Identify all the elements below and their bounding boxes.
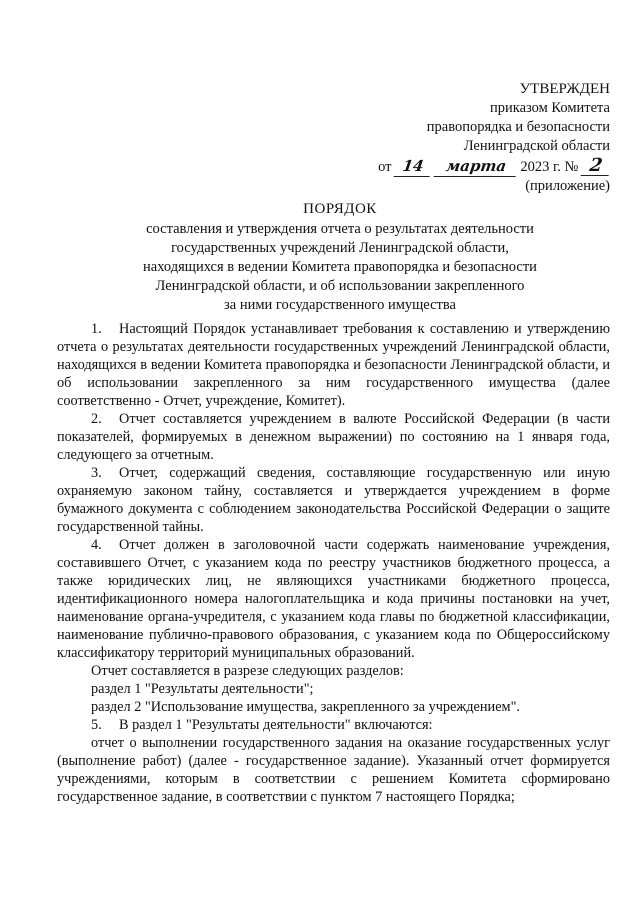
- paragraph-1-text: Настоящий Порядок устанавливает требования к составлению и утверждению отчета о результатах деятельности государственных учреждений Ленинградской области, находящихся в ведении Комитета правопорядка и безопасности Ленинградской области, и об использовании закрепленного за ним государственного имущества (далее соответственно - Отчет, учреждение, Комитет).: [57, 321, 610, 409]
- approval-line-1: приказом Комитета: [489, 100, 610, 116]
- subtitle-line-1: составления и утверждения отчета о результатах деятельности: [146, 221, 534, 237]
- document-title-block: [60, 200, 620, 315]
- handwritten-day: 14: [394, 157, 433, 177]
- paragraph-4-number: 4.: [91, 537, 102, 553]
- paragraph-5-text: В раздел 1 "Результаты деятельности" включаются:: [119, 717, 433, 733]
- handwritten-month: марта: [433, 157, 518, 177]
- approval-heading: УТВЕРЖДЕН: [519, 81, 610, 97]
- paragraph-5-item-1: отчет о выполнении государственного задания на оказание государственных услуг (выполнение работ) (далее - государственное задание). Указанный отчет формируется учреждениями, которым в соответствии с решением Комитета сформировано государственное задание, в соответствии с пунктом 7 настоящего Порядка;: [57, 735, 610, 805]
- paragraph-1-number: 1.: [91, 321, 102, 337]
- paragraph-4-section-2: раздел 2 "Использование имущества, закрепленного за учреждением".: [91, 699, 521, 715]
- date-year: 2023 г. №: [520, 159, 579, 175]
- paragraph-1: [57, 320, 610, 410]
- date-prefix: от: [378, 159, 392, 175]
- paragraph-4: [57, 536, 610, 662]
- paragraph-5-number: 5.: [91, 717, 102, 733]
- subtitle-line-5: за ними государственного имущества: [224, 297, 456, 313]
- paragraph-4-sections-intro: Отчет составляется в разрезе следующих разделов:: [91, 663, 404, 679]
- paragraph-4-text: Отчет должен в заголовочной части содержать наименование учреждения, составившего Отчет, с указанием кода по реестру участников бюджетного процесса, а также юридических лиц, не являющихся участниками бюджетного процесса, идентификационного номера налогоплательщика и кода причины постановки на учет, наименование органа-учредителя, с указанием кода главы по бюджетной классификации, наименование публично-правового образования, с указанием кода по Общероссийскому классификатору территорий муниципальных образований.: [57, 537, 610, 661]
- paragraph-3-text: Отчет, содержащий сведения, составляющие государственную или иную охраняемую законом тайну, составляется и утверждается учреждением в форме бумажного документа с соблюдением законодательства Российской Федерации о защите государственной тайны.: [57, 465, 610, 535]
- subtitle-line-2: государственных учреждений Ленинградской области,: [171, 240, 509, 256]
- paragraph-3-number: 3.: [91, 465, 102, 481]
- approval-line-3: Ленинградской области: [463, 138, 610, 154]
- paragraph-2-number: 2.: [91, 411, 102, 427]
- handwritten-order-number: 2: [581, 156, 612, 176]
- document-title: ПОРЯДОК: [303, 201, 377, 217]
- approval-date-line: [378, 156, 610, 177]
- subtitle-line-3: находящихся в ведении Комитета правопорядка и безопасности: [143, 259, 537, 275]
- paragraph-5: [57, 716, 610, 734]
- subtitle-line-4: Ленинградской области, и об использовании закрепленного: [155, 278, 525, 294]
- approval-stamp-block: [378, 80, 610, 196]
- paragraph-4-section-1: раздел 1 "Результаты деятельности";: [91, 681, 314, 697]
- paragraph-2-text: Отчет составляется учреждением в валюте Российской Федерации (в части показателей, формируемых в денежном выражении) по состоянию на 1 января года, следующего за отчетным.: [57, 411, 610, 463]
- approval-line-2: правопорядка и безопасности: [426, 119, 610, 135]
- paragraph-2: [57, 410, 610, 464]
- paragraph-3: [57, 464, 610, 536]
- document-body: [57, 320, 610, 806]
- appendix-label: (приложение): [525, 178, 610, 194]
